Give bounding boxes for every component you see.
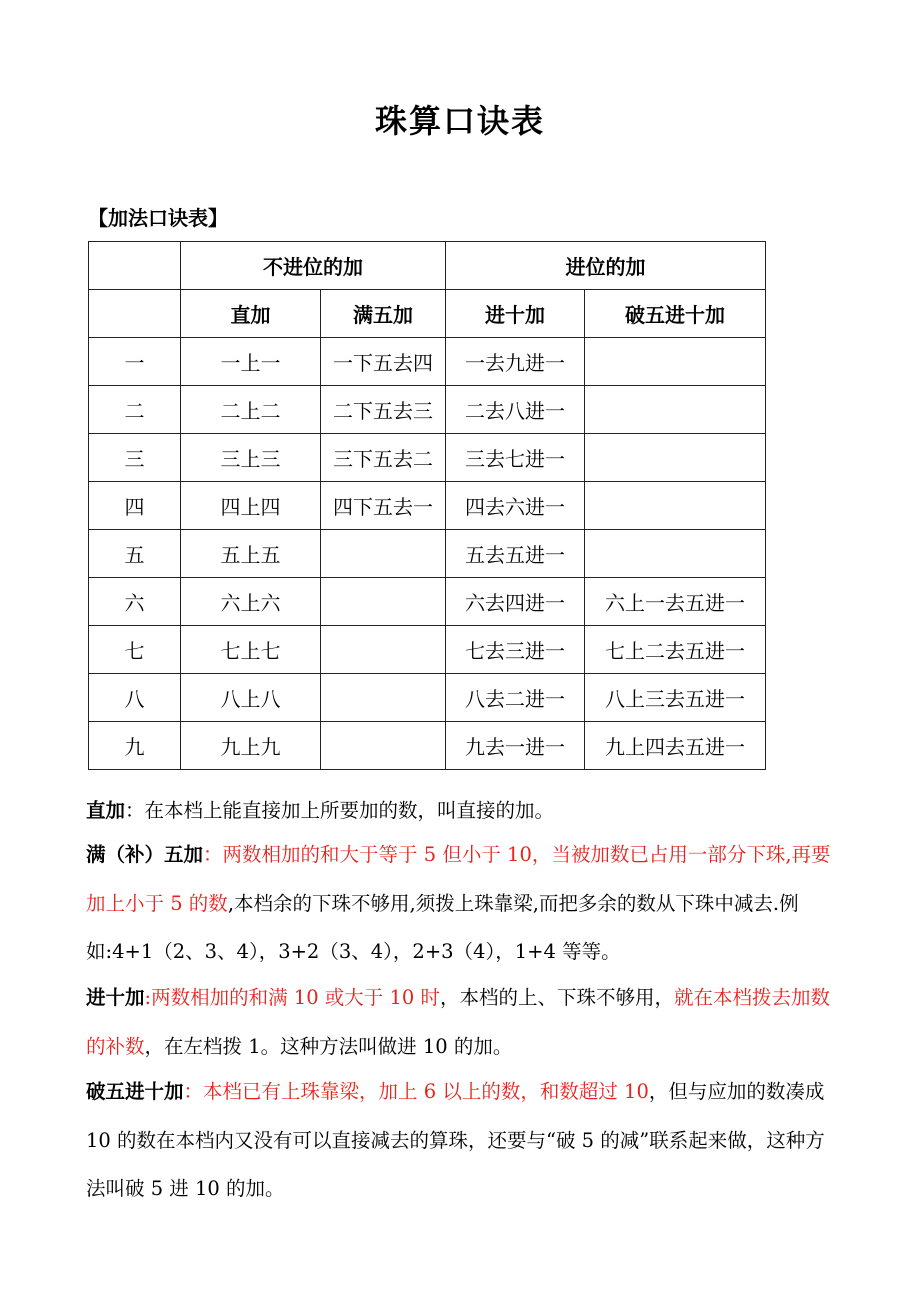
term-manwu: 满（补）五加: [86, 843, 204, 866]
cell-jinshi: 八去二进一: [446, 674, 585, 722]
explanation-powu: [86, 1068, 838, 1214]
table-group-header-row: [89, 242, 766, 290]
cell-powu: 七上二去五进一: [585, 626, 766, 674]
cell-zhijia: 二上二: [181, 386, 321, 434]
cell-manwu: [321, 578, 446, 626]
cell-zhijia: 一上一: [181, 338, 321, 386]
addition-mnemonic-table: [88, 241, 766, 770]
emphasis-text: 两数相加的和大于等于 5 但小于 10，当被加数已占用一部分下珠,再要加上小于 5 的数: [86, 843, 831, 915]
row-number: 二: [89, 386, 181, 434]
explanation-text: 在本档上能直接加上所要加的数，叫直接的加。: [144, 799, 555, 822]
explanation-text: ，但与应加的数凑成 10 的数在本档内又没有可以直接减去的算珠，还要与“破 5 的减”联系起来做，这种方法叫破 5 进 10 的加。: [86, 1080, 825, 1200]
cell-jinshi: 九去一进一: [446, 722, 585, 770]
cell-jinshi: 二去八进一: [446, 386, 585, 434]
row-number: 九: [89, 722, 181, 770]
cell-jinshi: 五去五进一: [446, 530, 585, 578]
cell-manwu: [321, 626, 446, 674]
cell-powu: [585, 386, 766, 434]
colon: ：: [183, 1080, 204, 1103]
table-row: [89, 722, 766, 770]
explanation-zhijia: [86, 787, 838, 836]
row-number: 七: [89, 626, 181, 674]
header-manwu: 满五加: [321, 290, 446, 338]
explanation-jinshi: [86, 974, 838, 1071]
header-powu: 破五进十加: [585, 290, 766, 338]
table-row: [89, 386, 766, 434]
cell-jinshi: 四去六进一: [446, 482, 585, 530]
row-number: 八: [89, 674, 181, 722]
explanation-text: ，在左档拨 1。这种方法叫做进 10 的加。: [144, 1034, 513, 1058]
colon: :: [144, 986, 152, 1009]
cell-powu: [585, 530, 766, 578]
cell-zhijia: 四上四: [181, 482, 321, 530]
colon: ：: [125, 799, 145, 822]
table-row: [89, 482, 766, 530]
emphasis-text: 本档已有上珠靠梁，加上 6 以上的数，和数超过 10: [203, 1080, 649, 1103]
row-number: 六: [89, 578, 181, 626]
explanation-text: ,本档余的下珠不够用,须拨上珠靠梁,而把多余的数从下珠中减去.例如:4+1（2、3、4），3+2（3、4），2+3（4），1+4 等等。: [86, 891, 799, 963]
explanation-manwu: [86, 831, 838, 977]
header-zhijia: 直加: [181, 290, 321, 338]
row-number: 三: [89, 434, 181, 482]
cell-jinshi: 三去七进一: [446, 434, 585, 482]
colon: ：: [203, 843, 223, 866]
cell-jinshi: 一去九进一: [446, 338, 585, 386]
cell-powu: [585, 338, 766, 386]
row-number: 四: [89, 482, 181, 530]
cell-powu: 八上三去五进一: [585, 674, 766, 722]
emphasis-text: 就在本档拨去加数的补数: [86, 986, 831, 1058]
cell-manwu: [321, 530, 446, 578]
section-label: 【加法口诀表】: [88, 206, 228, 230]
cell-zhijia: 九上九: [181, 722, 321, 770]
row-number: 五: [89, 530, 181, 578]
cell-powu: 九上四去五进一: [585, 722, 766, 770]
table-row: [89, 626, 766, 674]
cell-zhijia: 五上五: [181, 530, 321, 578]
header-carry: 进位的加: [446, 242, 766, 290]
cell-manwu: 二下五去三: [321, 386, 446, 434]
table-sub-header-row: [89, 290, 766, 338]
header-no-carry: 不进位的加: [181, 242, 446, 290]
cell-zhijia: 三上三: [181, 434, 321, 482]
cell-jinshi: 七去三进一: [446, 626, 585, 674]
explanation-text: ，本档的上、下珠不够用，: [440, 986, 675, 1009]
cell-powu: [585, 434, 766, 482]
corner-cell: [89, 290, 181, 338]
table-row: [89, 434, 766, 482]
page-title: 珠算口诀表: [374, 102, 545, 140]
cell-zhijia: 六上六: [181, 578, 321, 626]
cell-powu: [585, 482, 766, 530]
header-jinshi: 进十加: [446, 290, 585, 338]
corner-cell: [89, 242, 181, 290]
table-row: [89, 674, 766, 722]
cell-manwu: 四下五去一: [321, 482, 446, 530]
cell-jinshi: 六去四进一: [446, 578, 585, 626]
cell-powu: 六上一去五进一: [585, 578, 766, 626]
cell-manwu: [321, 722, 446, 770]
emphasis-text: 两数相加的和满 10 或大于 10 时: [151, 986, 441, 1009]
term-jinshi: 进十加: [86, 986, 145, 1009]
cell-manwu: 一下五去四: [321, 338, 446, 386]
term-powu: 破五进十加: [86, 1080, 184, 1103]
table-row: [89, 338, 766, 386]
cell-manwu: 三下五去二: [321, 434, 446, 482]
cell-zhijia: 七上七: [181, 626, 321, 674]
term-zhijia: 直加: [86, 799, 126, 822]
table-row: [89, 578, 766, 626]
row-number: 一: [89, 338, 181, 386]
cell-zhijia: 八上八: [181, 674, 321, 722]
cell-manwu: [321, 674, 446, 722]
table-row: [89, 530, 766, 578]
